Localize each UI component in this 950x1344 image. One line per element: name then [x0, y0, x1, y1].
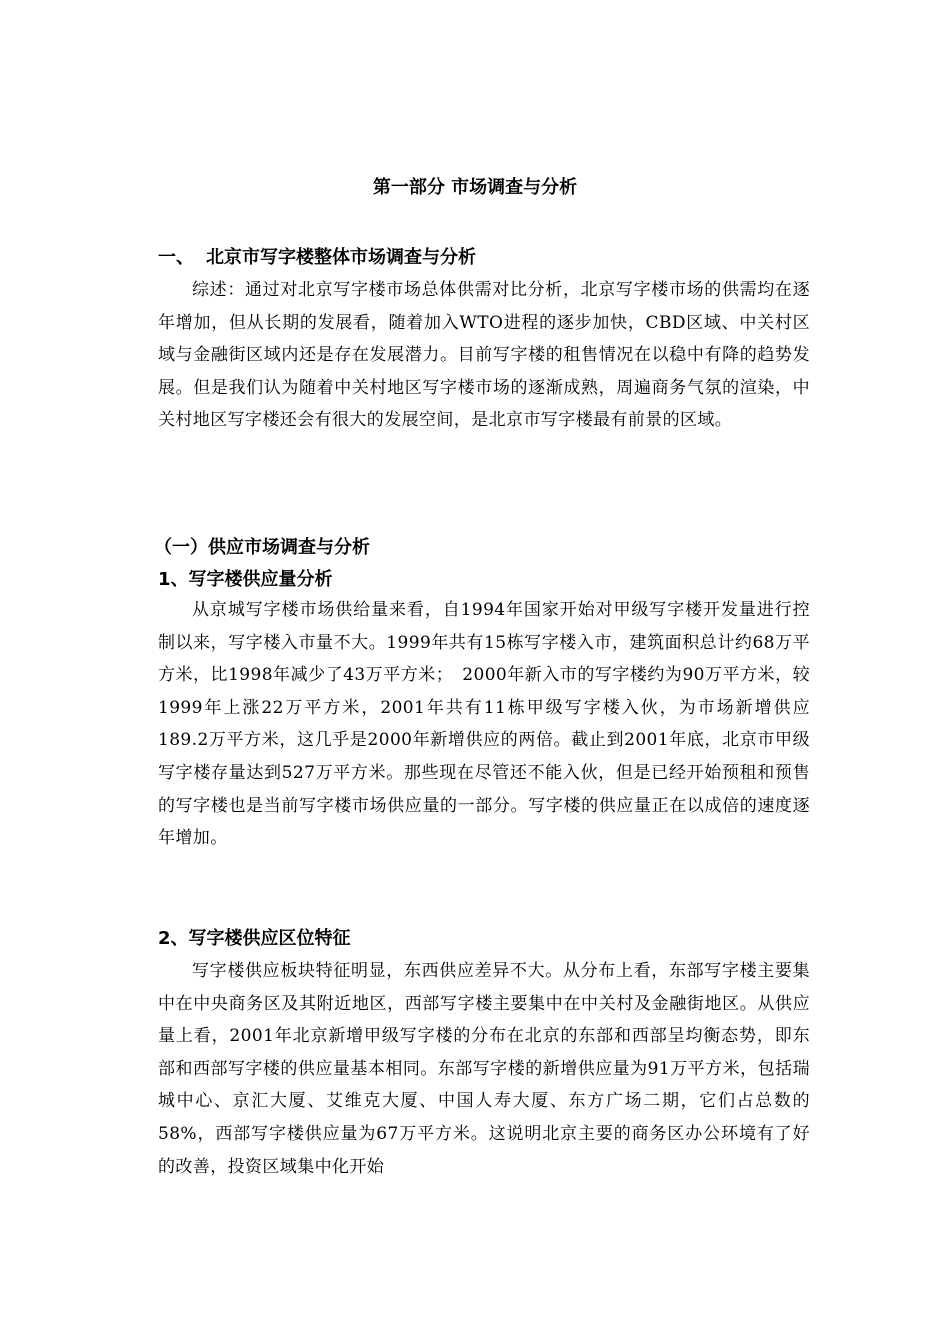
item-2-body-lead: 写字楼供应板块特征明显，东西供应差异不大。从分布上看，东部写字楼主要集中在中央商务区及其附近地区，西部写字楼主要集中在中关村及金融街地区。 — [158, 961, 810, 1014]
item-2-heading: 2、写字楼供应区位特征 — [158, 928, 351, 949]
item-2-body — [158, 955, 810, 1183]
item-1-body-main: 从京城写字楼市场供给量来看，自1994年国家开始对甲级写字楼开发量进行控制以来，写字楼入市量不大。1999年共有15栋写字楼入市，建筑面积总计约68万平方米，比1998年减少了43万平方米； 2000年新入市的写字楼约为90万平方米，较1999年上涨22万平方米，2001年共有11栋甲级写字楼入伙，为市场新增供应189.2万平方米，这几乎是2000年新增供应的两倍。截止到2001年底，北京市甲级写字楼存量达到527万平方米。那些现在尽管还不能入伙，但是已经开始预租和预售的写字楼也是当前写字楼市场供应量的一部分。 — [158, 600, 810, 816]
section-1-number: 一、 — [158, 247, 194, 268]
part-title: 第一部分 市场调查与分析 — [372, 177, 578, 198]
item-1-body-tail: 写字楼的供应量正在以成倍的速度逐年增加。 — [158, 795, 810, 849]
subsection-1 — [154, 536, 810, 855]
item-1-body — [158, 594, 810, 855]
subsection-1-heading: （一）供应市场调查与分析 — [154, 537, 370, 558]
section-1 — [158, 246, 810, 437]
item-2 — [158, 927, 810, 1183]
section-1-title: 北京市写字楼整体市场调查与分析 — [206, 247, 476, 268]
section-1-heading — [158, 246, 810, 270]
item-2-body-main: 从供应量上看，2001年北京新增甲级写字楼的分布在北京的东部和西部呈均衡态势，即东部和西部写字楼的供应量基本相同。东部写字楼的新增供应量为91万平方米，包括瑞城中心、京汇大厦、艾维克大厦、中国人寿大厦、东方广场二期，它们占总数的58%，西部写字楼供应量为67万平方米。这说明北京主要的商务区办公环境有了好的改善，投资区域集中化开始 — [158, 993, 810, 1177]
item-1-heading: 1、写字楼供应量分析 — [158, 569, 333, 590]
section-1-summary: 综述：通过对北京写字楼市场总体供需对比分析，北京写字楼市场的供需均在逐年增加，但从长期的发展看，随着加入WTO进程的逐步加快，CBD区域、中关村区域与金融街区域内还是存在发展潜力。目前写字楼的租售情况在以稳中有降的趋势发展。但是我们认为随着中关村地区写字楼市场的逐渐成熟，周遍商务气氛的渲染，中关村地区写字楼还会有很大的发展空间，是北京市写字楼最有前景的区域。 — [158, 280, 810, 431]
